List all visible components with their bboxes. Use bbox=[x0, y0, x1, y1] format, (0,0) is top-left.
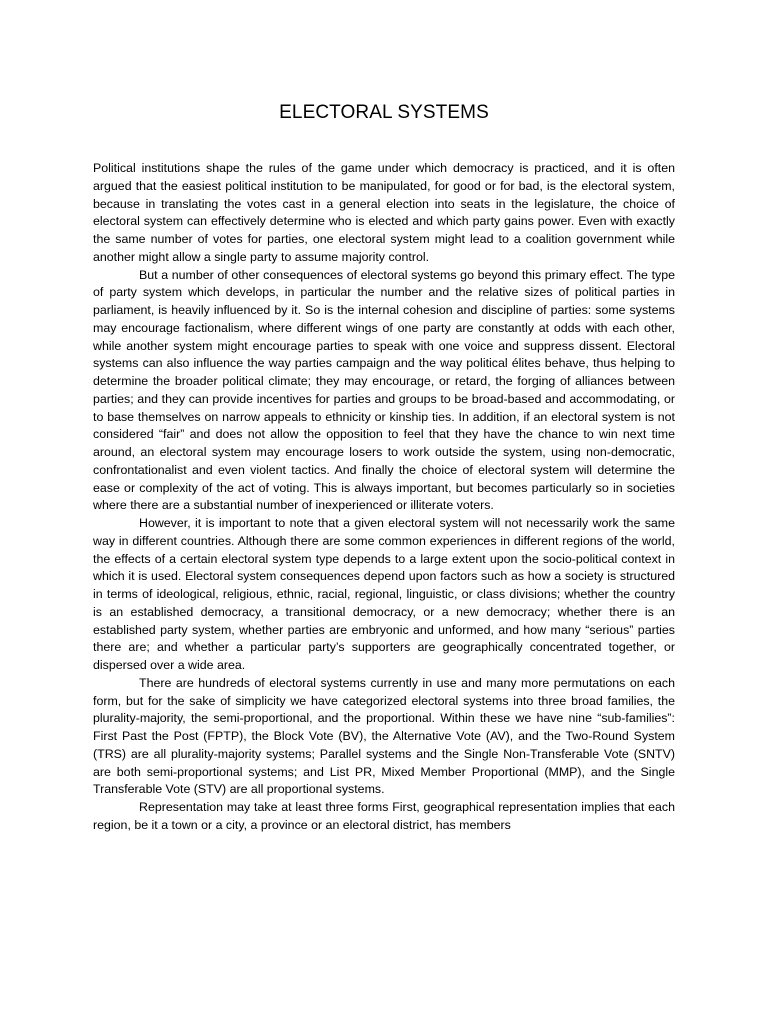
document-title: ELECTORAL SYSTEMS bbox=[279, 102, 489, 123]
paragraph-2: But a number of other consequences of electoral systems go beyond this primary effect. The type of party system which develops, in particular the number and the relative sizes of political parties in parliament, is heavily influenced by it. So is the internal cohesion and discipline of parties: some systems may encourage factionalism, where different wings of one party are constantly at odds with each other, while another system might encourage parties to speak with one voice and suppress dissent. Electoral systems can also influence the way parties campaign and the way political élites behave, thus helping to determine the broader political climate; they may encourage, or retard, the forging of alliances between parties; and they can provide incentives for parties and groups to be broad-based and accommodating, or to base themselves on narrow appeals to ethnicity or kinship ties. In addition, if an electoral system is not considered “fair” and does not allow the opposition to feel that they have the chance to win next time around, an electoral system may encourage losers to work outside the system, using non-democratic, confrontationalist and even violent tactics. And finally the choice of electoral system will determine the ease or complexity of the act of voting. This is always important, but becomes particularly so in societies where there are a substantial number of inexperienced or illiterate voters. bbox=[93, 267, 675, 513]
paragraph-3: However, it is important to note that a given electoral system will not necessarily work the same way in different countries. Although there are some common experiences in different regions of the world, the effects of a certain electoral system type depends to a large extent upon the socio-political context in which it is used. Electoral system consequences depend upon factors such as how a society is structured in terms of ideological, religious, ethnic, racial, regional, linguistic, or class divisions; whether the country is an established democracy, a transitional democracy, or a new democracy; whether there is an established party system, whether parties are embryonic and unformed, and how many “serious” parties there are; and whether a particular party’s supporters are geographically concentrated together, or dispersed over a wide area. bbox=[93, 516, 675, 672]
paragraph-5: Representation may take at least three forms First, geographical representation implies that each region, be it a town or a city, a province or an electoral district, has members bbox=[93, 800, 675, 832]
paragraph-4: There are hundreds of electoral systems currently in use and many more permutations on each form, but for the sake of simplicity we have categorized electoral systems into three broad families, the plurality-majority, the semi-proportional, and the proportional. Within these we have nine “sub-families”: First Past the Post (FPTP), the Block Vote (BV), the Alternative Vote (AV), and the Two-Round System (TRS) are all plurality-majority systems; Parallel systems and the Single Non-Transferable Vote (SNTV) are both semi-proportional systems; and List PR, Mixed Member Proportional (MMP), and the Single Transferable Vote (STV) are all proportional systems. bbox=[93, 675, 675, 797]
document-body bbox=[93, 160, 675, 835]
paragraph-1: Political institutions shape the rules of the game under which democracy is practiced, and it is often argued that the easiest political institution to be manipulated, for good or for bad, is the electoral system, because in translating the votes cast in a general election into seats in the legislature, the choice of electoral system can effectively determine who is elected and which party gains power. Even with exactly the same number of votes for parties, one electoral system might lead to a coalition government while another might allow a single party to assume majority control. bbox=[93, 161, 675, 264]
